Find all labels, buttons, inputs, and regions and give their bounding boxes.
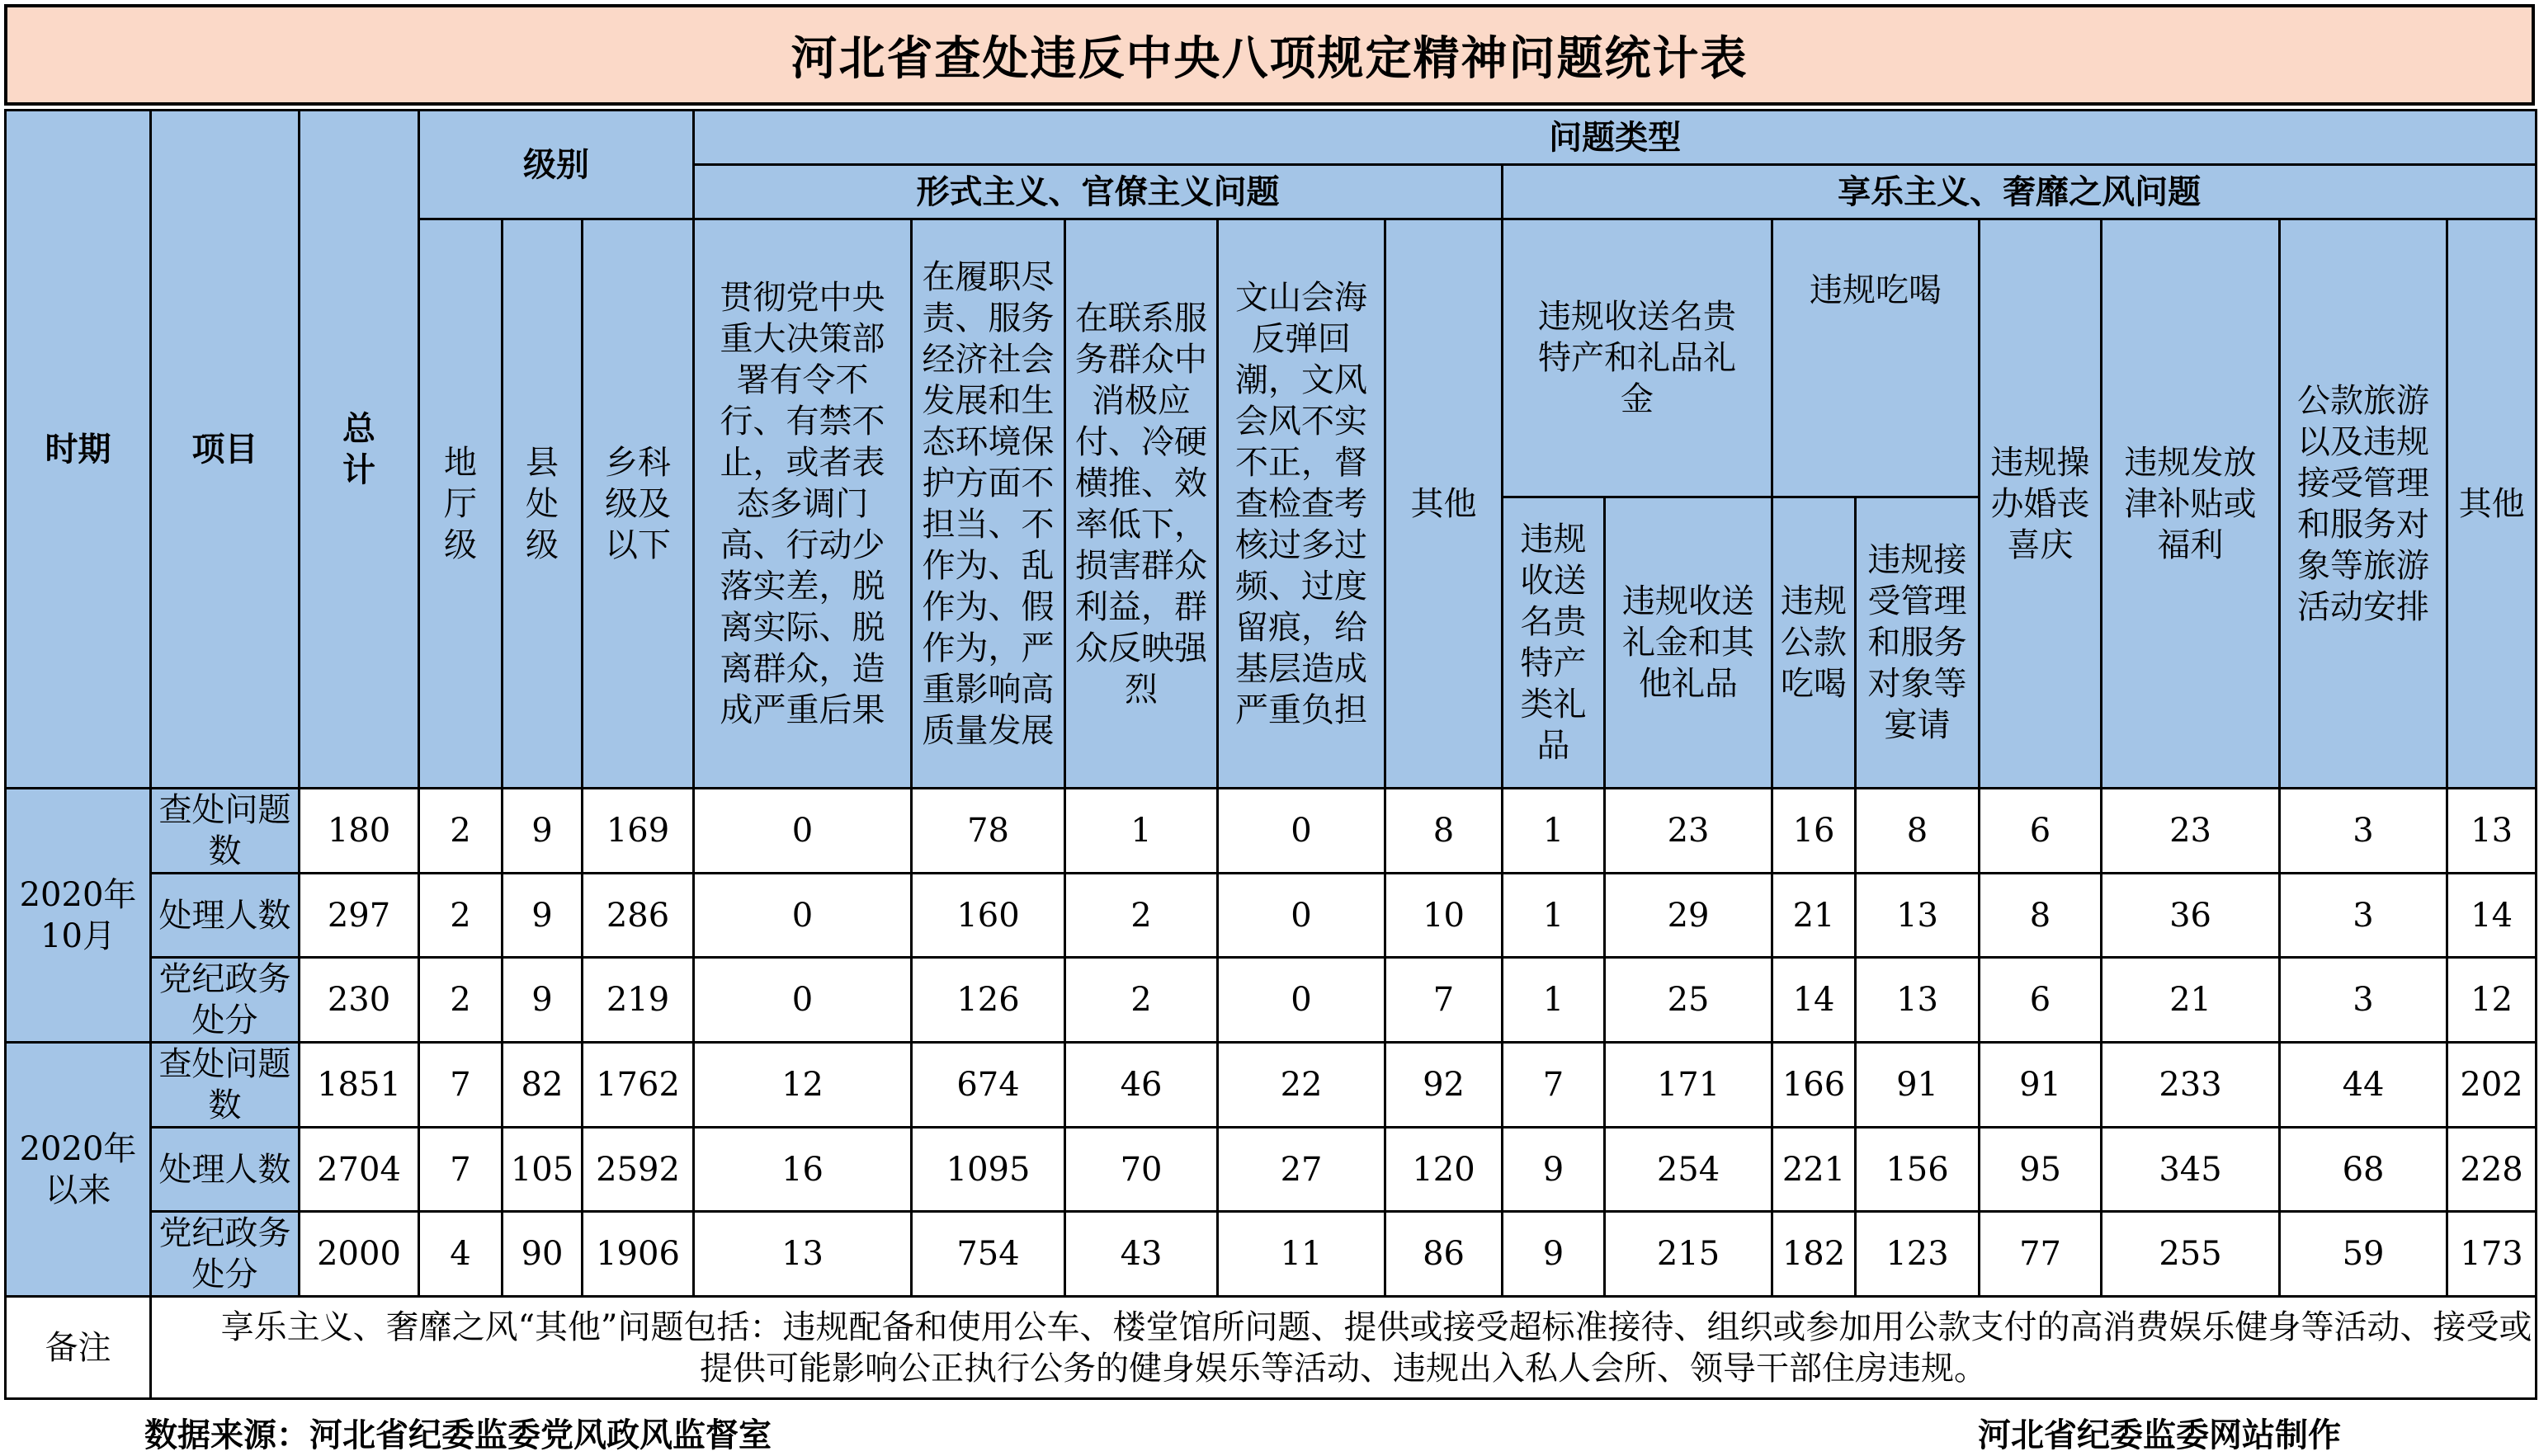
cell: 1906: [583, 1212, 694, 1297]
cell: 2: [1065, 958, 1218, 1043]
cell: 2: [419, 958, 503, 1043]
cell: 120: [1385, 1128, 1503, 1212]
cell: 7: [419, 1043, 503, 1128]
header-level-township: 乡科级及以下: [583, 219, 694, 789]
cell: 286: [583, 874, 694, 958]
header-gifts-specialty: 违规收送名贵特产类礼品: [1503, 497, 1605, 789]
note-label: 备注: [6, 1297, 151, 1399]
cell: 91: [1856, 1043, 1980, 1128]
cell: 36: [2102, 874, 2280, 958]
cell: 21: [1772, 874, 1856, 958]
cell: 345: [2102, 1128, 2280, 1212]
row-item-label: 查处问题数: [151, 789, 300, 874]
cell: 0: [1218, 958, 1385, 1043]
cell: 13: [1856, 874, 1980, 958]
cell: 14: [2447, 874, 2537, 958]
cell: 29: [1605, 874, 1772, 958]
header-level-county: 县处级: [503, 219, 583, 789]
header-hedonism: 享乐主义、奢靡之风问题: [1503, 165, 2537, 219]
cell: 2: [1065, 874, 1218, 958]
cell: 202: [2447, 1043, 2537, 1128]
cell: 25: [1605, 958, 1772, 1043]
cell: 82: [503, 1043, 583, 1128]
table-row: [6, 789, 2537, 874]
cell: 1: [1503, 958, 1605, 1043]
header-period: 时期: [6, 111, 151, 789]
table-row: [6, 958, 2537, 1043]
table-row: [6, 1128, 2537, 1212]
cell: 11: [1218, 1212, 1385, 1297]
cell: 1: [1503, 789, 1605, 874]
cell: 215: [1605, 1212, 1772, 1297]
cell: 8: [1856, 789, 1980, 874]
cell: 219: [583, 958, 694, 1043]
cell: 2704: [300, 1128, 419, 1212]
cell: 9: [503, 958, 583, 1043]
header-dining-banquet: 违规接受管理和服务对象等宴请: [1856, 497, 1980, 789]
cell: 173: [2447, 1212, 2537, 1297]
cell: 674: [912, 1043, 1065, 1128]
period-label: 2020年10月: [6, 789, 151, 1043]
table-title: 河北省查处违反中央八项规定精神问题统计表: [4, 4, 2535, 106]
cell: 23: [2102, 789, 2280, 874]
cell: 91: [1980, 1043, 2102, 1128]
header-travel: 公款旅游以及违规接受管理和服务对象等旅游活动安排: [2280, 219, 2447, 789]
cell: 12: [694, 1043, 912, 1128]
cell: 7: [1385, 958, 1503, 1043]
header-dining-group: 违规吃喝: [1772, 219, 1980, 497]
cell: 126: [912, 958, 1065, 1043]
cell: 77: [1980, 1212, 2102, 1297]
header-subsidies: 违规发放津补贴或福利: [2102, 219, 2280, 789]
row-item-label: 处理人数: [151, 874, 300, 958]
cell: 9: [503, 874, 583, 958]
row-item-label: 处理人数: [151, 1128, 300, 1212]
cell: 0: [1218, 874, 1385, 958]
row-item-label: 党纪政务处分: [151, 1212, 300, 1297]
table-row: [6, 874, 2537, 958]
header-formalism-other: 其他: [1385, 219, 1503, 789]
row-item-label: 党纪政务处分: [151, 958, 300, 1043]
cell: 12: [2447, 958, 2537, 1043]
cell: 230: [300, 958, 419, 1043]
header-item: 项目: [151, 111, 300, 789]
header-level: 级别: [419, 111, 694, 219]
cell: 254: [1605, 1128, 1772, 1212]
cell: 46: [1065, 1043, 1218, 1128]
cell: 2: [419, 874, 503, 958]
cell: 7: [1503, 1043, 1605, 1128]
cell: 10: [1385, 874, 1503, 958]
cell: 2592: [583, 1128, 694, 1212]
cell: 70: [1065, 1128, 1218, 1212]
period-label: 2020年以来: [6, 1043, 151, 1297]
cell: 156: [1856, 1128, 1980, 1212]
cell: 9: [1503, 1212, 1605, 1297]
cell: 754: [912, 1212, 1065, 1297]
cell: 233: [2102, 1043, 2280, 1128]
header-gifts-money: 违规收送礼金和其他礼品: [1605, 497, 1772, 789]
cell: 160: [912, 874, 1065, 958]
cell: 0: [694, 789, 912, 874]
cell: 1095: [912, 1128, 1065, 1212]
cell: 13: [694, 1212, 912, 1297]
cell: 8: [1980, 874, 2102, 958]
cell: 14: [1772, 958, 1856, 1043]
header-total: 总计: [300, 111, 419, 789]
data-source: 数据来源：河北省纪委监委党风政风监督室: [144, 1416, 772, 1454]
table-row: [6, 1212, 2537, 1297]
cell: 171: [1605, 1043, 1772, 1128]
cell: 221: [1772, 1128, 1856, 1212]
cell: 105: [503, 1128, 583, 1212]
cell: 4: [419, 1212, 503, 1297]
statistics-table: [4, 109, 2537, 1400]
note-text: 享乐主义、奢靡之风“其他”问题包括：违规配备和使用公车、楼堂馆所问题、提供或接受超标准接待、组织或参加用公款支付的高消费娱乐健身等活动、接受或提供可能影响公正执行公务的健身娱乐等活动、违规出入私人会所、领导干部住房违规。: [151, 1297, 2537, 1399]
cell: 6: [1980, 958, 2102, 1043]
cell: 16: [694, 1128, 912, 1212]
cell: 3: [2280, 789, 2447, 874]
cell: 0: [694, 958, 912, 1043]
cell: 169: [583, 789, 694, 874]
header-gifts-group: 违规收送名贵特产和礼品礼金: [1503, 219, 1772, 497]
header-hedonism-other: 其他: [2447, 219, 2537, 789]
cell: 21: [2102, 958, 2280, 1043]
cell: 3: [2280, 958, 2447, 1043]
cell: 7: [419, 1128, 503, 1212]
cell: 22: [1218, 1043, 1385, 1128]
table-row: [6, 1043, 2537, 1128]
cell: 228: [2447, 1128, 2537, 1212]
cell: 0: [694, 874, 912, 958]
cell: 90: [503, 1212, 583, 1297]
cell: 1851: [300, 1043, 419, 1128]
header-formalism-masses: 在联系服务群众中消极应付、冷硬横推、效率低下，损害群众利益，群众反映强烈: [1065, 219, 1218, 789]
cell: 2000: [300, 1212, 419, 1297]
cell: 255: [2102, 1212, 2280, 1297]
cell: 13: [2447, 789, 2537, 874]
cell: 16: [1772, 789, 1856, 874]
cell: 1762: [583, 1043, 694, 1128]
cell: 13: [1856, 958, 1980, 1043]
cell: 182: [1772, 1212, 1856, 1297]
cell: 297: [300, 874, 419, 958]
cell: 9: [1503, 1128, 1605, 1212]
cell: 6: [1980, 789, 2102, 874]
cell: 68: [2280, 1128, 2447, 1212]
cell: 180: [300, 789, 419, 874]
cell: 2: [419, 789, 503, 874]
cell: 27: [1218, 1128, 1385, 1212]
cell: 92: [1385, 1043, 1503, 1128]
header-formalism-meetings: 文山会海反弹回潮，文风会风不实不正，督查检查考核过多过频、过度留痕，给基层造成严重负担: [1218, 219, 1385, 789]
cell: 59: [2280, 1212, 2447, 1297]
cell: 166: [1772, 1043, 1856, 1128]
header-formalism-decisions: 贯彻党中央重大决策部署有令不行、有禁不止，或者表态多调门高、行动少落实差，脱离实际、脱离群众，造成严重后果: [694, 219, 912, 789]
cell: 44: [2280, 1043, 2447, 1128]
header-formalism: 形式主义、官僚主义问题: [694, 165, 1503, 219]
header-dining-public: 违规公款吃喝: [1772, 497, 1856, 789]
header-problem-type: 问题类型: [694, 111, 2537, 165]
cell: 86: [1385, 1212, 1503, 1297]
site-credit: 河北省纪委监委网站制作: [1978, 1416, 2341, 1454]
cell: 78: [912, 789, 1065, 874]
header-formalism-duties: 在履职尽责、服务经济社会发展和生态环境保护方面不担当、不作为、乱作为、假作为，严重影响高质量发展: [912, 219, 1065, 789]
cell: 0: [1218, 789, 1385, 874]
header-level-prefecture: 地厅级: [419, 219, 503, 789]
cell: 1: [1503, 874, 1605, 958]
cell: 95: [1980, 1128, 2102, 1212]
cell: 123: [1856, 1212, 1980, 1297]
row-item-label: 查处问题数: [151, 1043, 300, 1128]
cell: 9: [503, 789, 583, 874]
header-weddings: 违规操办婚丧喜庆: [1980, 219, 2102, 789]
cell: 8: [1385, 789, 1503, 874]
note-row: [6, 1297, 2537, 1399]
cell: 23: [1605, 789, 1772, 874]
cell: 43: [1065, 1212, 1218, 1297]
cell: 3: [2280, 874, 2447, 958]
cell: 1: [1065, 789, 1218, 874]
